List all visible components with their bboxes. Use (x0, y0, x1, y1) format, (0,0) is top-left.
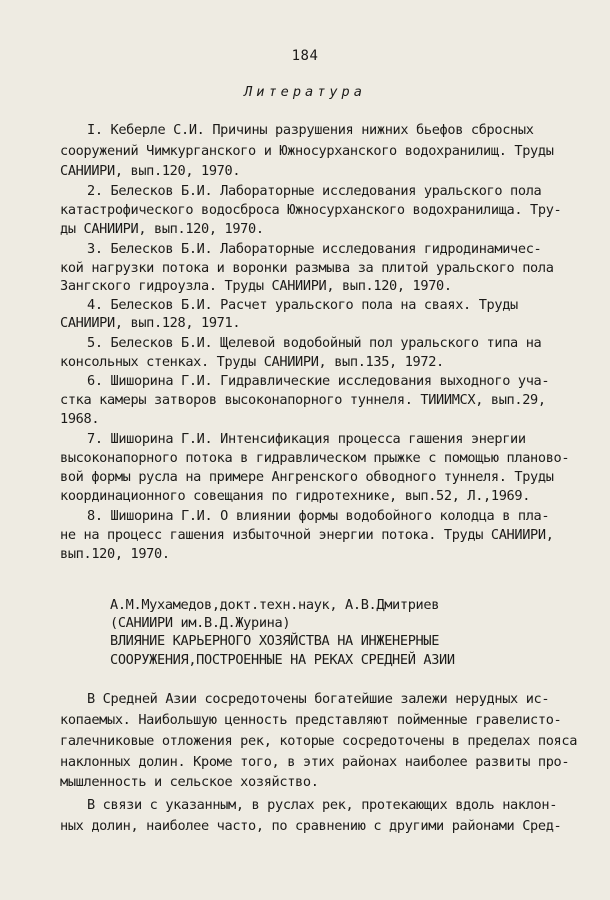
reference-7-line-2: высоконапорного потока в гидравлическом прыжке с помощью планово- (60, 450, 570, 466)
body-line-7: ных долин, наиболее часто, по сравнению с другими районами Сред- (60, 818, 562, 834)
reference-2-line-2: катастрофического водосброса Южносурханского водохранилища. Тру- (60, 202, 562, 218)
reference-8-line-1: 8. Шишорина Г.И. О влиянии формы водобойного колодца в пла- (87, 508, 550, 524)
page-number: 184 (291, 48, 319, 64)
reference-7-line-1: 7. Шишорина Г.И. Интенсификация процесса гашения энергии (87, 431, 526, 447)
body-line-1: В Средней Азии сосредоточены богатейшие залежи нерудных ис- (87, 691, 550, 707)
reference-1-line-1: I. Кеберле С.И. Причины разрушения нижних бьефов сбросных (87, 122, 534, 138)
reference-7-line-4: координационного совещания по гидротехнике, вып.52, Л.,1969. (60, 488, 531, 504)
body-line-4: наклонных долин. Кроме того, в этих районах наиболее развиты про- (60, 754, 570, 770)
reference-1-line-2: сооружений Чимкурганского и Южносурханского водохранилищ. Труды (60, 143, 554, 159)
reference-6-line-1: 6. Шишорина Г.И. Гидравлические исследования выходного уча- (87, 373, 550, 389)
article-title-line-2: СООРУЖЕНИЯ,ПОСТРОЕННЫЕ НА РЕКАХ СРЕДНЕЙ АЗИИ (110, 652, 455, 668)
reference-2-line-3: ды САНИИРИ, вып.120, 1970. (60, 221, 264, 237)
article-title-line-1: ВЛИЯНИЕ КАРЬЕРНОГО ХОЗЯЙСТВА НА ИНЖЕНЕРНЫЕ (110, 633, 440, 649)
article-affiliation: (САНИИРИ им.В.Д.Журина) (110, 615, 291, 631)
reference-6-line-3: 1968. (60, 411, 100, 427)
reference-4-line-1: 4. Белесков Б.И. Расчет уральского пола на сваях. Труды (87, 297, 518, 313)
reference-1-line-3: САНИИРИ, вып.120, 1970. (60, 163, 241, 179)
body-line-3: галечниковые отложения рек, которые сосредоточены в пределах пояса (60, 733, 578, 749)
reference-4-line-2: САНИИРИ, вып.128, 1971. (60, 315, 241, 331)
reference-3-line-2: кой нагрузки потока и воронки размыва за плитой уральского пола (60, 260, 554, 276)
reference-5-line-1: 5. Белесков Б.И. Щелевой водобойный пол уральского типа на (87, 335, 542, 351)
reference-5-line-2: консольных стенках. Труды САНИИРИ, вып.135, 1972. (60, 354, 444, 370)
article-authors: А.М.Мухамедов,докт.техн.наук, А.В.Дмитриев (110, 597, 440, 613)
reference-8-line-3: вып.120, 1970. (60, 546, 170, 562)
reference-3-line-3: Зангского гидроузла. Труды САНИИРИ, вып.120, 1970. (60, 278, 452, 294)
body-line-2: копаемых. Наибольшую ценность представляют пойменные гравелисто- (60, 712, 562, 728)
reference-2-line-1: 2. Белесков Б.И. Лабораторные исследования уральского пола (87, 183, 542, 199)
body-line-6: В связи с указанным, в руслах рек, протекающих вдоль наклон- (87, 797, 558, 813)
reference-3-line-1: 3. Белесков Б.И. Лабораторные исследования гидродинамичес- (87, 241, 542, 257)
reference-7-line-3: вой формы русла на примере Ангренского обводного туннеля. Труды (60, 469, 554, 485)
references-heading: Литература (244, 84, 366, 100)
reference-6-line-2: стка камеры затворов высоконапорного туннеля. ТИИИМСХ, вып.29, (60, 392, 546, 408)
body-line-5: мышленность и сельское хозяйство. (60, 774, 319, 790)
reference-8-line-2: не на процесс гашения избыточной энергии потока. Труды САНИИРИ, (60, 527, 554, 543)
